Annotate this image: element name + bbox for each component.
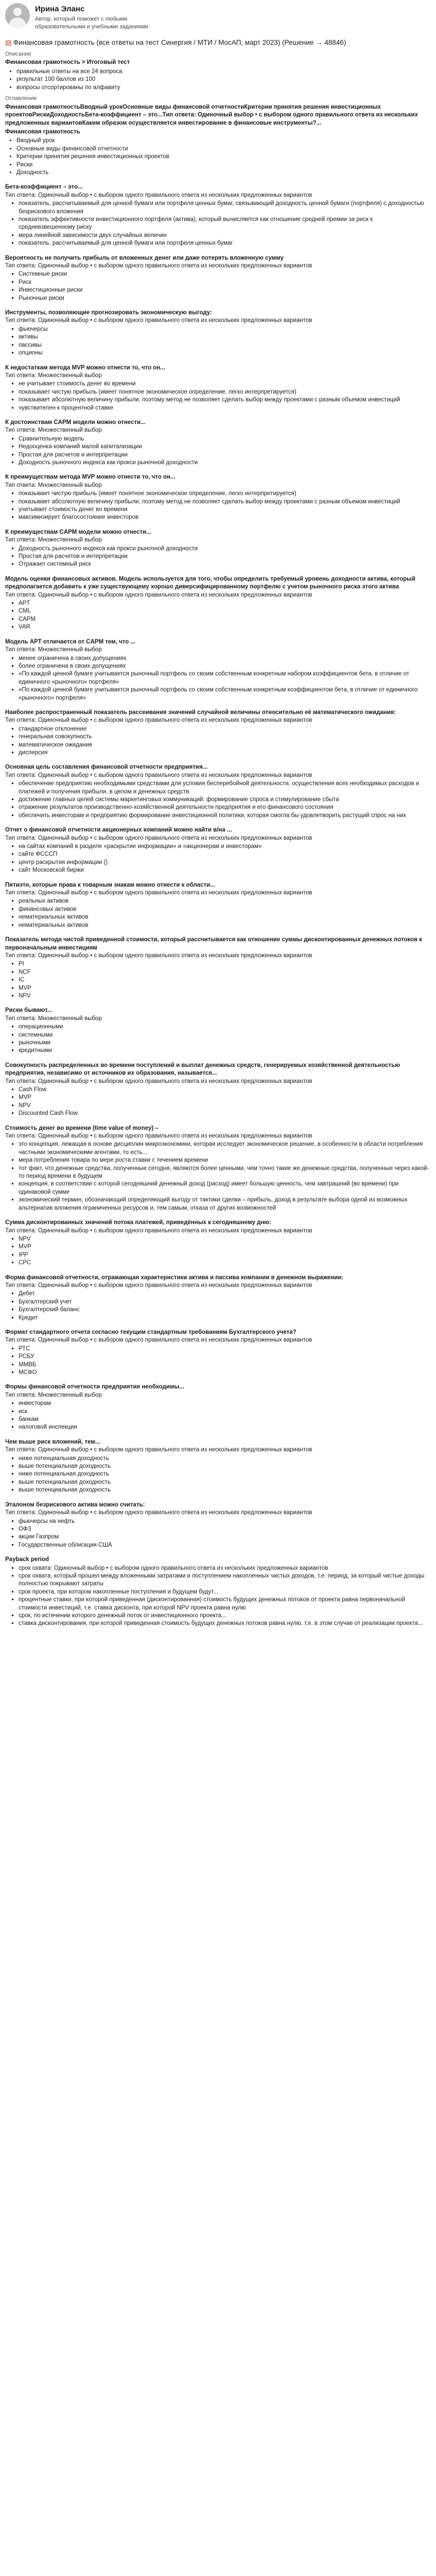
question-block (5, 1125, 431, 1212)
answer-option: ▪ обеспечение предприятию необходимыми средствами для условия бесперебойной деятельности, осуществления всех необходимых расходов и платежей и получения прибыли, в целом и денежных средств (19, 780, 431, 796)
answer-option: ▪ РТС (19, 1345, 431, 1353)
answer-option: ▪ отражение результатов производственно-хозяйственной деятельности предприятия и его финансового состояния (19, 804, 431, 811)
answer-option: ▪ ниже потенциальная доходность (19, 1470, 431, 1478)
answer-option: ▪ «По каждой ценной бумаге учитывается рыночный портфель со своим собственным конкретным набором коэффициентов бета, в отличие от единичного «рыночного» портфеля» (19, 670, 431, 686)
toc-item: • Доходность (16, 169, 431, 177)
answer-option: ▪ фьючерсы (19, 326, 431, 333)
answer-option: ▪ Доходность рыночного индекса как прокси рыночной доходности (19, 459, 431, 467)
question-block (5, 709, 431, 757)
answer-type: Тип ответа: Множественный выбор (5, 372, 102, 379)
question-block (5, 529, 431, 569)
question-block (5, 1062, 431, 1118)
question-title: Формат стандартного отчета согласно текущим стандартным требованиям Бухгалтерского учета? (5, 1329, 297, 1335)
answer-option: ▪ Сравнительную модель (19, 435, 431, 443)
question-title: Форма финансовой отчетности, отражающая характеристики актива и пассива компании в денежном выражении: (5, 1274, 343, 1281)
question-title: К недостаткам метода MVP можно отнести то, что он... (5, 364, 165, 371)
answer-option: ▪ NPV (19, 992, 431, 1000)
answer-list (5, 1518, 431, 1550)
question-block (5, 255, 431, 302)
answer-option: ▪ чувствителен к процентной ставке (19, 404, 431, 412)
toc-list (5, 137, 431, 177)
answer-option: ▪ показывает чистую прибыль (имеет понятное экономическое определение, легко интерпретируется) (19, 490, 431, 498)
answer-option: ▪ CML (19, 607, 431, 615)
answer-option: ▪ кредитными (19, 1047, 431, 1055)
answer-list (5, 270, 431, 302)
question-title: Вероятность не получить прибыль от вложенных денег или даже потерять вложенную сумму (5, 255, 284, 261)
answer-list (5, 1400, 431, 1432)
toc-item: • Риски (16, 161, 431, 169)
answer-type: Тип ответа: Одиночный выбор • с выбором одного правильного ответа из нескольких предложенных вариантов (5, 1133, 312, 1140)
document-title-text: Финансовая грамотность (все ответы на тест Синергия / МТИ / МосАП, март 2023) (Решение → 48846) (13, 38, 346, 46)
answer-option: ▪ показывает абсолютную величину прибыли, поэтому метод не позволяет сделать выбор между проектами с разным объемом инвестиций (19, 396, 431, 404)
answer-option: ▪ инвесторам (19, 1400, 431, 1408)
answer-list (5, 960, 431, 1000)
answer-option: ▪ учитывает стоимость денег во времени (19, 506, 431, 514)
answer-option: ▪ математическое ожидание (19, 741, 431, 749)
answer-option: ▪ опционы (19, 349, 431, 357)
answer-type: Тип ответа: Множественный выбор (5, 482, 102, 488)
answer-option: ▪ ниже потенциальная доходность (19, 1455, 431, 1463)
author-info (35, 3, 153, 31)
answer-option: ▪ ОФЗ (19, 1526, 431, 1533)
question-block (5, 473, 431, 521)
answer-option: ▪ IC (19, 976, 431, 984)
answer-list (5, 1345, 431, 1377)
toc-item: • Вводный урок (16, 137, 431, 145)
question-title: Совокупность распределенных во времени поступлений и выплат денежных средств, генерируемых хозяйственной деятельностью предприятия, независимо от источников их образования, называется... (5, 1062, 400, 1077)
answer-option: ▪ экономический термин, обозначающий определяющий выгоду от тактики сделки – прибыль, доход в результате выбора одной из возможных альтернатив вложения ограниченных ресурсов и, тем самым, отказа от других возможностей (19, 1196, 431, 1212)
question-block (5, 419, 431, 467)
answer-list (5, 1235, 431, 1267)
question-block (5, 1501, 431, 1549)
answer-option: ▪ Недооценка компаний малой капитализации (19, 443, 431, 451)
answer-option: ▪ Доходность рыночного индекса как прокси рыночной доходности (19, 545, 431, 553)
answer-option: ▪ дисперсия (19, 749, 431, 757)
question-title: Инструменты, позволяющие прогнозировать экономическую выгоду: (5, 310, 212, 316)
question-block (5, 183, 431, 247)
answer-option: ▪ NPV (19, 1235, 431, 1243)
answer-list (5, 435, 431, 467)
question-title: К преимуществам CAPM модели можно отнести... (5, 529, 151, 535)
answer-type: Тип ответа: Одиночный выбор • с выбором одного правильного ответа из нескольких предложенных вариантов (5, 1227, 312, 1234)
toc-text: Финансовая грамотностьВводный урокОсновные виды финансовой отчетностиКритерии принятия решения инвестиционных проектовРискиДоходностьБета-коэффициент – это...Тип ответа: Одиночный выбор • с выбором одного правильного ответа из нескольких предложенных вариантовКаким образом осуществляется инвестирование в финансовые инструменты?... (5, 104, 418, 126)
answer-option: ▪ активы (19, 333, 431, 341)
question-block (5, 882, 431, 929)
answer-option: ▪ процентные ставки, при которой приведенная (дисконтированная) стоимость будущих денежных потоков от проекта равна первоначальной стоимости инвестиций, т.е. ставка дисконта, при которой NPV проекта равна нулю (19, 1596, 431, 1612)
answer-option: ▪ достижение главных целей системы маркетинговых коммуникаций: формирование спроса и стимулирование сбыта (19, 796, 431, 804)
question-block (5, 1219, 431, 1267)
question-title: Бета-коэффициент – это... (5, 184, 83, 191)
document-icon: ▤ (5, 38, 12, 46)
answer-option: ▪ максимизирует благосостояние инвесторов (19, 514, 431, 521)
toc-intro: Финансовая грамотность (5, 128, 80, 135)
question-title: Риски бывают... (5, 1007, 53, 1014)
author-card (5, 2, 431, 36)
answer-option: ▪ фьючерсы на нефть (19, 1518, 431, 1526)
answer-option: ▪ обеспечить инвесторам и предприятию формирование инвестиционной политики, которая смогла бы удовлетворить растущий спрос на них (19, 812, 431, 820)
question-title: Эталоном безрискового актива можно считать: (5, 1501, 145, 1508)
answer-option: ▪ выше потенциальная доходность (19, 1463, 431, 1470)
question-block (5, 1383, 431, 1431)
question-title: К преимуществам метода MVP можно отнести то, что он... (5, 474, 176, 481)
answer-option: ▪ Рыночные риски (19, 295, 431, 302)
question-block (5, 1274, 431, 1322)
description-label: Описание (5, 50, 31, 57)
toc-label: Оглавление (5, 95, 37, 101)
answer-option: ▪ выше потенциальная доходность (19, 1479, 431, 1486)
description-item: • результат 100 баллов из 100 (16, 76, 431, 83)
answer-option: ▪ ММВБ (19, 1361, 431, 1369)
answer-option: ▪ концепция, в соответствии с которой сегодняшний денежный доход (расход) имеет большую ценность, чем завтрашний (во времени) при одинаковой сумме (19, 1180, 431, 1196)
answer-option: ▪ показывает абсолютную величину прибыли, поэтому метод не позволяет сделать выбор между проектами с разным объемом инвестиций (19, 498, 431, 506)
answer-option: ▪ показывает чистую прибыль (имеет понятное экономическое определение, легко интерпретируется) (19, 388, 431, 396)
answer-option: ▪ VAR (19, 623, 431, 631)
answer-type: Тип ответа: Одиночный выбор • с выбором одного правильного ответа из нескольких предложенных вариантов (5, 772, 312, 778)
answer-option: ▪ NPV (19, 1102, 431, 1110)
answer-option: ▪ сайте ФСССП (19, 851, 431, 858)
description-heading: Финансовая грамотность > Итоговый тест (5, 59, 130, 66)
toc-item: • Критерии принятия решения инвестиционных проектов (16, 153, 431, 161)
answer-option: ▪ не учитывает стоимость денег во времени (19, 380, 431, 388)
answer-option: ▪ Дебет (19, 1290, 431, 1298)
answer-option: ▪ Простая для расчетов и интерпретации (19, 553, 431, 561)
answer-option: ▪ менее ограничена в своих допущениях (19, 655, 431, 663)
answer-type: Тип ответа: Одиночный выбор • с выбором одного правильного ответа из нескольких предложенных вариантов (5, 1510, 312, 1516)
question-title: Формы финансовой отчетности предприятия необходимы... (5, 1384, 184, 1391)
question-block (5, 1329, 431, 1377)
answer-type: Тип ответа: Одиночный выбор • с выбором одного правильного ответа из нескольких предложенных вариантов (5, 1337, 312, 1344)
answer-option: ▪ выше потенциальная доходность (19, 1486, 431, 1494)
answer-option: ▪ показатель, рассчитываемый для ценной бумаги или портфеля ценных бумаг (19, 240, 431, 247)
answer-option: ▪ срок охвата: Одиночный выбор • с выбором одного правильного ответа из нескольких предложенных вариантов (19, 1565, 431, 1572)
answer-option: ▪ IPP (19, 1251, 431, 1259)
description-item: • правильные ответы на все 24 вопроса (16, 68, 431, 76)
answer-option: ▪ на сайтах компаний в разделе «раскрытие информации» и «акционерам и инвесторам» (19, 843, 431, 851)
answer-list (5, 1141, 431, 1212)
question-block (5, 309, 431, 357)
description-list (5, 68, 431, 92)
answer-type: Тип ответа: Множественный выбор (5, 1015, 102, 1022)
answer-list (5, 780, 431, 820)
answer-list (5, 1565, 431, 1628)
question-block (5, 1556, 431, 1628)
question-block (5, 764, 431, 820)
question-block (5, 364, 431, 412)
answer-option: ▪ MVP (19, 1243, 431, 1251)
questions-list (5, 183, 431, 1628)
answer-type: Тип ответа: Множественный выбор (5, 1392, 102, 1398)
answer-option: ▪ пассивы (19, 342, 431, 349)
answer-option: ▪ показатель эффективности инвестиционного портфеля (актива), который вычисляется как отношение средней премии за риск к средневзвешенному риску (19, 216, 431, 232)
answer-option: ▪ срок охвата, который прошел между вложенными затратами и поступлением накопленных чистых доходов, т.е. период, за который чистые доходы полностью покрывают затраты (19, 1572, 431, 1588)
answer-type: Тип ответа: Одиночный выбор • с выбором одного правильного ответа из нескольких предложенных вариантов (5, 890, 312, 896)
question-title: Наиболее распространенный показатель рассеивания значений случайной величины относительно её математического ожидания: (5, 709, 396, 716)
answer-option: ▪ Бухгалтерский учет (19, 1298, 431, 1306)
answer-option: ▪ системными (19, 1031, 431, 1039)
answer-list (5, 843, 431, 875)
answer-option: ▪ рыночными (19, 1039, 431, 1047)
answer-type: Тип ответа: Одиночный выбор • с выбором одного правильного ответа из нескольких предложенных вариантов (5, 1447, 312, 1453)
answer-option: ▪ реальных активов (19, 897, 431, 905)
answer-option: ▪ Системные риски (19, 270, 431, 278)
answer-type: Тип ответа: Одиночный выбор • с выбором одного правильного ответа из нескольких предложенных вариантов (5, 835, 312, 841)
answer-option: ▪ нематериальных активов (19, 922, 431, 929)
answer-option: ▪ Cash Flow (19, 1086, 431, 1094)
answer-option: ▪ CAPM (19, 616, 431, 623)
answer-option: ▪ MVP (19, 985, 431, 992)
answer-list (5, 1023, 431, 1055)
author-description: Автор, который поможет с любыми образовательными и учебными заданиями (35, 16, 148, 30)
question-title: Стоимость денег во времени (time value of money) – (5, 1125, 159, 1131)
answer-type: Тип ответа: Множественный выбор (5, 647, 102, 653)
answer-option: ▪ Отражает системный риск (19, 561, 431, 568)
answer-list (5, 725, 431, 757)
toc-item: • Основные виды финансовой отчетности (16, 145, 431, 153)
answer-list (5, 1290, 431, 1322)
answer-option: ▪ финансовых активов (19, 906, 431, 913)
avatar[interactable] (5, 3, 30, 28)
answer-option: ▪ Discounted Cash Flow (19, 1110, 431, 1117)
answer-option: ▪ операционными (19, 1023, 431, 1031)
answer-option: ▪ срок проекта, при котором накопленные поступления и будущем будут... (19, 1588, 431, 1596)
answer-option: ▪ акции Газпром (19, 1533, 431, 1541)
answer-option: ▪ Кредит (19, 1314, 431, 1322)
answer-option: ▪ мера потребления товара по мере роста ставки с течением времени (19, 1157, 431, 1164)
answer-list (5, 1086, 431, 1118)
description-item: • вопросы отсортированы по алфавиту (16, 84, 431, 92)
answer-option: ▪ мера линейной зависимости двух случайных величин (19, 232, 431, 240)
question-block (5, 826, 431, 874)
answer-type: Тип ответа: Одиночный выбор • с выбором одного правильного ответа из нескольких предложенных вариантов (5, 263, 312, 269)
answer-list (5, 1455, 431, 1495)
answer-list (5, 600, 431, 632)
answer-option: ▪ стандартное отклонение (19, 725, 431, 733)
answer-option: ▪ «По каждой ценной бумаге учитывается рыночный портфель со своим собственным конкретным коэффициентом бета, в отличие от единичного «рыночного» портфеля» (19, 686, 431, 702)
question-title: Пятиэтн, которые права к товарным знакам можно отнести к области... (5, 882, 215, 888)
answer-option: ▪ тот факт, что денежные средства, полученные сегодня, являются более ценными, чем точно такие же денежные средства, полученные через какой-то период времени в будущем (19, 1165, 431, 1181)
question-block (5, 1007, 431, 1055)
answer-type: Тип ответа: Одиночный выбор • с выбором одного правильного ответа из нескольких предложенных вариантов (5, 591, 312, 598)
question-block (5, 1438, 431, 1495)
answer-option: ▪ APT (19, 600, 431, 607)
answer-option: ▪ РСБУ (19, 1353, 431, 1361)
answer-type: Тип ответа: Одиночный выбор • с выбором одного правильного ответа из нескольких предложенных вариантов (5, 1078, 312, 1084)
answer-option: ▪ банкам (19, 1416, 431, 1423)
answer-option: ▪ NCF (19, 969, 431, 976)
answer-type: Тип ответа: Одиночный выбор • с выбором одного правильного ответа из нескольких предложенных вариантов (5, 317, 312, 324)
answer-list (5, 897, 431, 929)
answer-option: ▪ срок, по истечении которого денежный поток от инвестиционного проекта... (19, 1612, 431, 1620)
answer-type: Тип ответа: Множественный выбор (5, 537, 102, 544)
question-title: Модель APT отличается от CAPM тем, что ... (5, 638, 135, 645)
answer-option: ▪ ставка дисконтирования, при которой приведенная стоимость будущих денежных потоков равна нулю, т.е. в этом случае от реализации проекта... (19, 1620, 431, 1628)
document-title (5, 38, 431, 47)
answer-list (5, 655, 431, 702)
answer-option: ▪ налоговой инспекции (19, 1423, 431, 1431)
answer-option: ▪ центр раскрытия информации () (19, 859, 431, 867)
answer-option: ▪ Бухгалтерский баланс (19, 1306, 431, 1314)
question-block (5, 575, 431, 632)
answer-option: ▪ иск (19, 1408, 431, 1416)
answer-option: ▪ генеральная совокупность (19, 733, 431, 741)
answer-type: Тип ответа: Одиночный выбор • с выбором одного правильного ответа из нескольких предложенных вариантов (5, 952, 312, 959)
question-block (5, 638, 431, 702)
question-title: Сумма дисконтированных значений потока платежей, приведённых к сегодняшнему дню: (5, 1219, 271, 1226)
answer-option: ▪ это концепция, лежащая в основе дисциплин микроэкономики, которая исследует экономическое решение, в особенности в области потребления частными экономическими агентами, то есть... (19, 1141, 431, 1157)
answer-option: ▪ Простая для расчетов и интерпретации (19, 451, 431, 459)
question-title: Основная цель составления финансовой отчетности предприятия... (5, 764, 208, 771)
answer-list (5, 326, 431, 358)
answer-option: ▪ Риск (19, 279, 431, 286)
answer-list (5, 490, 431, 522)
answer-type: Тип ответа: Одиночный выбор • с выбором одного правильного ответа из нескольких предложенных вариантов (5, 192, 312, 198)
answer-option: ▪ PI (19, 960, 431, 968)
question-title: К достоинствам CAPM модели можно отнести... (5, 419, 146, 426)
question-title: Payback period (5, 1556, 49, 1563)
answer-option: ▪ сайт Московской биржи (19, 867, 431, 874)
answer-type: Тип ответа: Одиночный выбор • с выбором одного правильного ответа из нескольких предложенных вариантов (5, 1282, 312, 1289)
answer-option: ▪ более ограничена в своих допущениях (19, 663, 431, 670)
answer-option: ▪ CPC (19, 1259, 431, 1267)
question-title: Показатель метода чистой приведенной стоимости, который рассчитывается как отношение суммы дисконтированных денежных потоков к первоначальным инвестициям (5, 937, 423, 951)
question-title: Чем выше риск вложений, тем... (5, 1438, 100, 1445)
answer-option: ▪ показатель, рассчитываемый для ценной бумаги или портфеля ценных бумаг, связывающий доходность ценной бумаги (портфеля) с доходностью безрискового вложения (19, 200, 431, 216)
answer-option: ▪ нематериальных активов (19, 913, 431, 921)
question-block (5, 936, 431, 1000)
question-title: Модель оценки финансовых активов. Модель используется для того, чтобы определить требуемый уровень доходности актива, который предполагается добавить к уже существующему хорошо диверсифицированному портфелю с учетом рыночного риска этого актива (5, 575, 415, 590)
answer-option: ▪ MVP (19, 1094, 431, 1101)
answer-list (5, 200, 431, 247)
author-name[interactable]: Ирина Эланс (35, 5, 85, 13)
answer-type: Тип ответа: Одиночный выбор • с выбором одного правильного ответа из нескольких предложенных вариантов (5, 717, 312, 724)
answer-type: Тип ответа: Множественный выбор (5, 427, 102, 434)
answer-option: ▪ Инвестиционные риски (19, 286, 431, 294)
answer-option: ▪ Государственные облигации США (19, 1541, 431, 1549)
answer-list (5, 545, 431, 569)
question-title: Отчет о финансовой отчетности акционерных компаний можно найти в/на ... (5, 827, 232, 834)
answer-option: ▪ МСФО (19, 1369, 431, 1377)
answer-list (5, 380, 431, 412)
